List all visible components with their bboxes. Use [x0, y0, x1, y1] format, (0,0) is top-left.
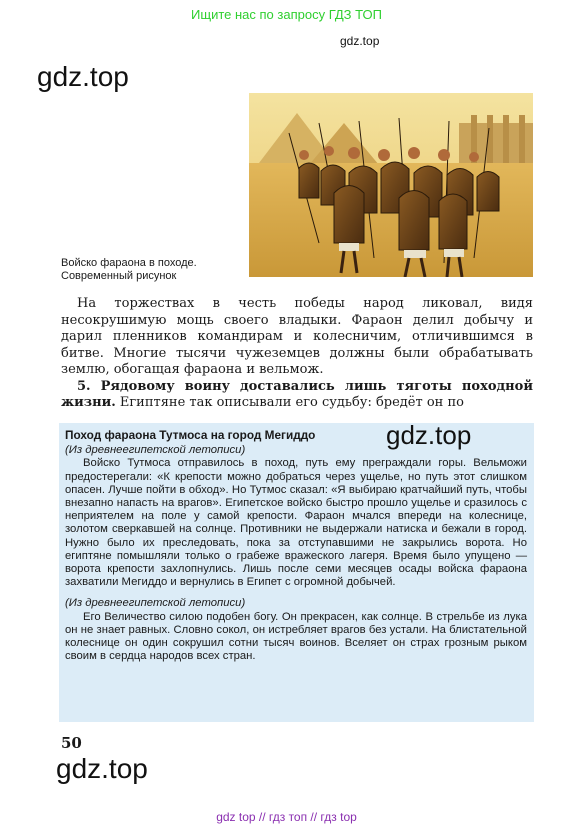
watermark-top-left: gdz.top: [37, 61, 129, 92]
illustration-caption: [61, 257, 246, 283]
paragraph-soldier-text: Египтяне так описывали его судьбу: бредёт он по: [115, 395, 464, 410]
source-subtitle-2: (Из древнеегипетской летописи): [65, 597, 246, 610]
watermark-small: gdz.top: [340, 34, 380, 48]
caption-line-2: Современный рисунок: [61, 270, 177, 282]
caption-line-1: Войско фараона в походе.: [61, 257, 197, 269]
page-number: 50: [61, 734, 82, 752]
source-text-1: Войско Тутмоса отправилось в поход, путь ему преграждали горы. Вельможи предостерегали: «К крепости можно добраться через ущелье, но путь этот слишком опасен. Лучше пойти в обход». Но Тутмос сказал: «Я выбираю кратчайший путь, чтобы внезапно напасть на врагов». Египетское войско быстро прошло ущелье и сразилось с неприятелем на поле у самой крепости. Фараон мчался впереди на колеснице, золотом сверкавшей на солнце. Противники не выдержали натиска и бежали в город. Нужно было их преследовать, пока за отступавшими не закрылись ворота. Но египтяне помышляли только о грабеже вражеского лагеря. Время было упущено — ворота крепости захлопнулись. Лишь после семи месяцев осады войска фараона захватили Мегиддо и вернулись в Египет с огромной добычей.: [65, 457, 527, 589]
source-title: Поход фараона Тутмоса на город Мегиддо: [65, 428, 316, 442]
search-banner[interactable]: Ищите нас по запросу ГДЗ ТОП: [191, 7, 382, 22]
source-text-2: Его Величество силою подобен богу. Он прекрасен, как солнце. В стрельбе из лука он не знает равных. Словно сокол, он истребляет врагов без устали. На блистательной колеснице он один сокрушил сотни тысяч воинов. Вселяет он страх грозным рыком своим в сердца народов всех стран.: [65, 610, 527, 663]
section-heading-5: 5. Рядовому воину доставались лишь тяготы походной жизни.: [61, 378, 533, 410]
source-box: [59, 420, 534, 722]
paragraph-soldier: [61, 379, 533, 412]
watermark-middle: gdz.top: [386, 420, 472, 450]
egyptian-army-illustration: [249, 93, 533, 277]
paragraph-victory: На торжествах в честь победы народ ликовал, видя несокрушимую мощь своего владыки. Фараон делил добычу и дарил пленников командирам и колесничим, отличившимся в битве. Многие тысячи чужеземцев должны были обрабатывать землю, обогащая фараона и вельмож.: [61, 296, 533, 377]
watermark-bottom: gdz.top: [56, 753, 148, 784]
footer-links[interactable]: gdz top // гдз топ // гдз top: [216, 810, 357, 824]
main-text: [61, 296, 533, 412]
source-subtitle-1: (Из древнеегипетской летописи): [65, 444, 246, 457]
